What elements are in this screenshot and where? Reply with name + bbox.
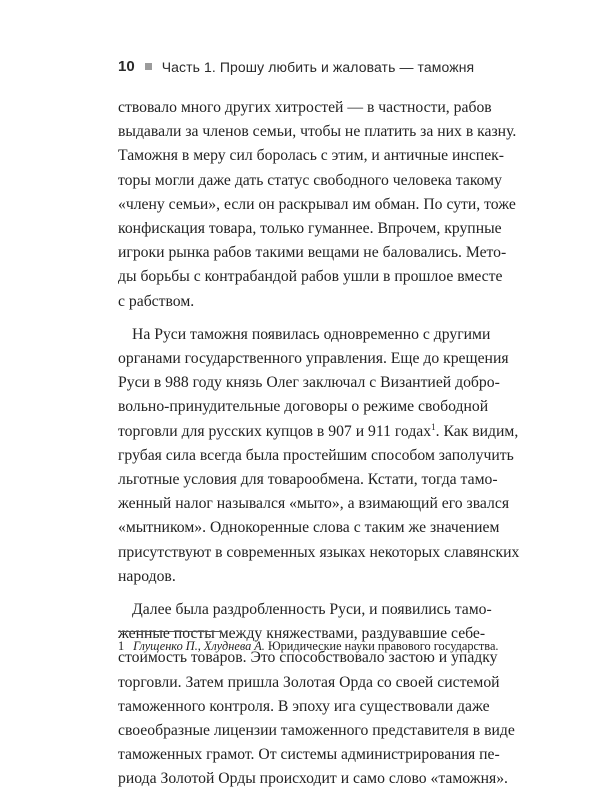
- text-line: льготные условия для товарообмена. Кстати, тогда тамо-: [118, 471, 498, 489]
- text-line: Руси в 988 году князь Олег заключал с Византией добро-: [118, 374, 500, 392]
- text-line: «мытником». Однокоренные слова с таким же значением: [118, 519, 500, 537]
- running-header: [118, 58, 474, 75]
- text-line: «члену семьи», если он раскрывал им обман. По сути, тоже: [118, 195, 516, 213]
- text-line: торы могли даже дать статус свободного человека такому: [118, 171, 502, 189]
- text-line: таможенного контроля. В эпоху ига существовали даже: [118, 697, 490, 715]
- text-line: игроки рынка рабов такими вещами не баловались. Мето-: [118, 244, 507, 262]
- text-line: выдавали за членов семьи, чтобы не платить за них в казну.: [118, 123, 517, 141]
- text-line: ствовало много других хитростей — в частности, рабов: [118, 99, 492, 116]
- text-line: риода Золотой Орды происходит и само слово «таможня».: [118, 770, 508, 788]
- text-line-with-footnote: [118, 420, 519, 444]
- text-segment: . Как видим,: [435, 422, 519, 440]
- text-line: На Руси таможня появилась одновременно с другими: [132, 325, 491, 343]
- running-title: Часть 1. Прошу любить и жаловать — таможня: [161, 58, 475, 75]
- text-line: грубая сила всегда была простейшим способом заполучить: [118, 446, 514, 464]
- text-line: конфискация товара, только гуманнее. Впрочем, крупные: [118, 220, 502, 238]
- text-line: женный налог назывался «мыто», а взимающий его звался: [118, 495, 510, 513]
- footnote-authors: Глущенко П., Хлуднева А.: [133, 639, 265, 653]
- text-line: Далее была раздробленность Руси, и появились тамо-: [132, 601, 492, 619]
- paragraph-1: [118, 96, 517, 314]
- footnote-reference[interactable]: 1: [431, 421, 436, 432]
- body-text: [118, 96, 520, 792]
- text-line: своеобразные лицензии таможенного представителя в виде: [118, 722, 515, 740]
- footnote-divider: [118, 631, 222, 632]
- page-number: 10: [118, 58, 135, 75]
- text-line: стоимость товаров. Это способствовало застою и упадку: [118, 649, 498, 667]
- text-line: ды борьбы с контрабандой рабов ушли в прошлое вместе: [118, 268, 503, 286]
- paragraph-3: [118, 598, 515, 792]
- text-line: Таможня в меру сил боролась с этим, и античные инспек-: [118, 147, 505, 165]
- text-line: торговли. Затем пришла Золотая Орда со своей системой: [118, 673, 500, 691]
- text-line: женные посты между княжествами, раздувавшие себе-: [118, 625, 486, 643]
- text-line: народов.: [118, 567, 176, 585]
- text-segment: торговли для русских купцов в 907 и 911 годах: [118, 422, 432, 440]
- square-separator-icon: [145, 63, 152, 70]
- text-line: вольно-принудительные договоры о режиме свободной: [118, 398, 489, 416]
- text-line: с рабством.: [118, 292, 195, 310]
- footnote: [118, 638, 499, 654]
- footnote-text: Юридические науки правового государства.: [264, 639, 499, 653]
- paragraph-2: [118, 323, 520, 589]
- text-line: таможенных грамот. От системы администрирования пе-: [118, 746, 500, 764]
- footnote-mark: 1: [118, 639, 125, 653]
- text-line: органами государственного управления. Еще до крещения: [118, 350, 509, 368]
- text-line: присутствуют в современных языках некоторых славянских: [118, 543, 520, 561]
